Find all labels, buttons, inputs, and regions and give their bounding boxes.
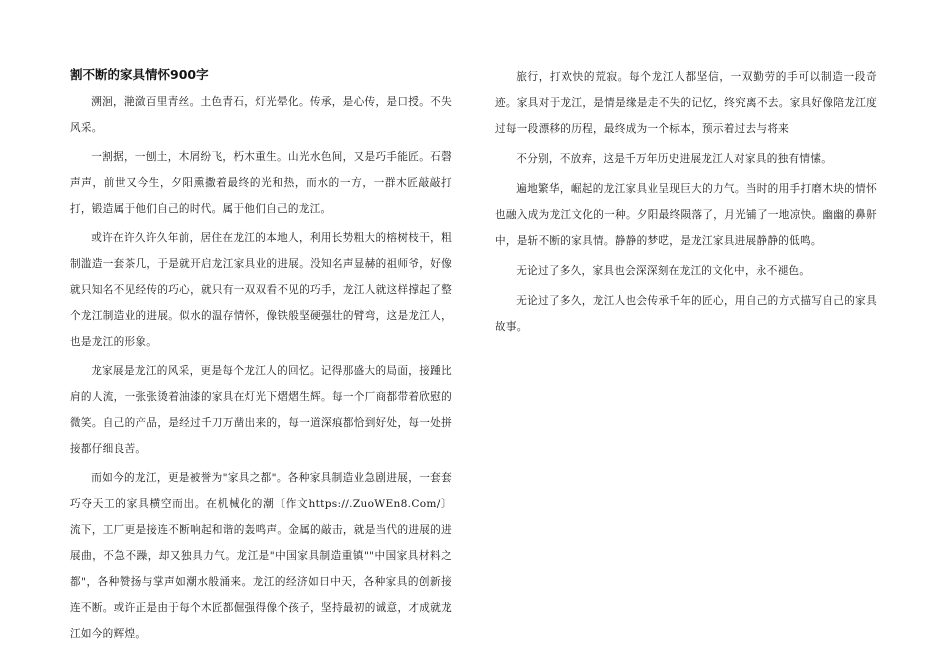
paragraph: 溯洄，滟潋百里青丝。土色青石，灯光晕化。传承，是心传，是口授。不失风采。 <box>70 96 452 134</box>
paragraph: 旅行，打欢快的荒寂。每个龙江人都坚信，一双勤劳的手可以制造一段奇迹。家具对于龙江，是情是缘是走不失的记忆，终究离不去。家具好像陪龙江度过每一段漂移的历程，最终成为一个标本，预示着过去与将来 <box>495 71 877 135</box>
paragraph: 一割据，一刨土，木屑纷飞，朽木重生。山光水色间，又是巧手能匠。石磬声声，前世又今生，夕阳熏撒着最终的光和热，而水的一方，一群木匠敲敲打打，锻造属于他们自己的时代。属于他们自己的龙江。 <box>70 151 452 215</box>
paragraph: 无论过了多久，龙江人也会传承千年的匠心，用自己的方式描写自己的家具故事。 <box>495 295 877 333</box>
document-title: 割不断的家具情怀900字 <box>70 67 209 82</box>
paragraph: 龙家展是龙江的风采，更是每个龙江人的回忆。记得那盛大的局面，接踵比肩的人流，一张张烫着油漆的家具在灯光下熠熠生辉。每一个厂商都带着欣慰的微笑。自己的产品，是经过千刀万凿出来的，每一道深痕都恰到好处，每一处拼接都仔细良苦。 <box>70 365 452 455</box>
left-column <box>70 64 452 650</box>
paragraph: 不分别，不放弃，这是千万年历史进展龙江人对家具的独有情愫。 <box>516 153 833 165</box>
paragraph: 无论过了多久，家具也会深深刻在龙江的文化中，永不褪色。 <box>516 265 811 277</box>
paragraph: 或许在许久许久年前，居住在龙江的本地人，利用长势粗大的榕树枝干，粗制滥造一套茶几，于是就开启龙江家具业的进展。没知名声显赫的祖师爷，好像就只知名不见经传的巧心，就只有一双双看不见的巧手，龙江人就这样撑起了整个龙江制造业的进展。似水的温存情怀，像铁般坚硬强壮的臂弯，这是龙江人，也是龙江的形象。 <box>70 232 452 348</box>
paragraph: 而如今的龙江，更是被誉为"家具之都"。各种家具制造业急剧进展，一套套巧夺天工的家具横空而出。在机械化的潮〔作文https://.ZuoWEn8.Com/〕流下，工厂更是接连不断响起和谐的轰鸣声。金属的敲击，就是当代的进展的进展曲，不急不躁，却又独具力气。龙江是"中国家具制造重镇""中国家具材料之都"，各种赞扬与掌声如潮水般涌来。龙江的经济如日中天，各种家具的创新接连不断。或许正是由于每个木匠都倔强得像个孩子，坚持最初的诚意，才成就龙江如今的辉煌。 <box>70 472 452 640</box>
paragraph: 遍地繁华，崛起的龙江家具业呈现巨大的力气。当时的用手打磨木块的情怀也融入成为龙江文化的一种。夕阳最终陨落了，月光铺了一地凉快。幽幽的鼻鼾中，是斩不断的家具情。静静的梦呓，是龙江家具进展静静的低鸣。 <box>495 183 877 247</box>
right-column <box>495 64 877 344</box>
